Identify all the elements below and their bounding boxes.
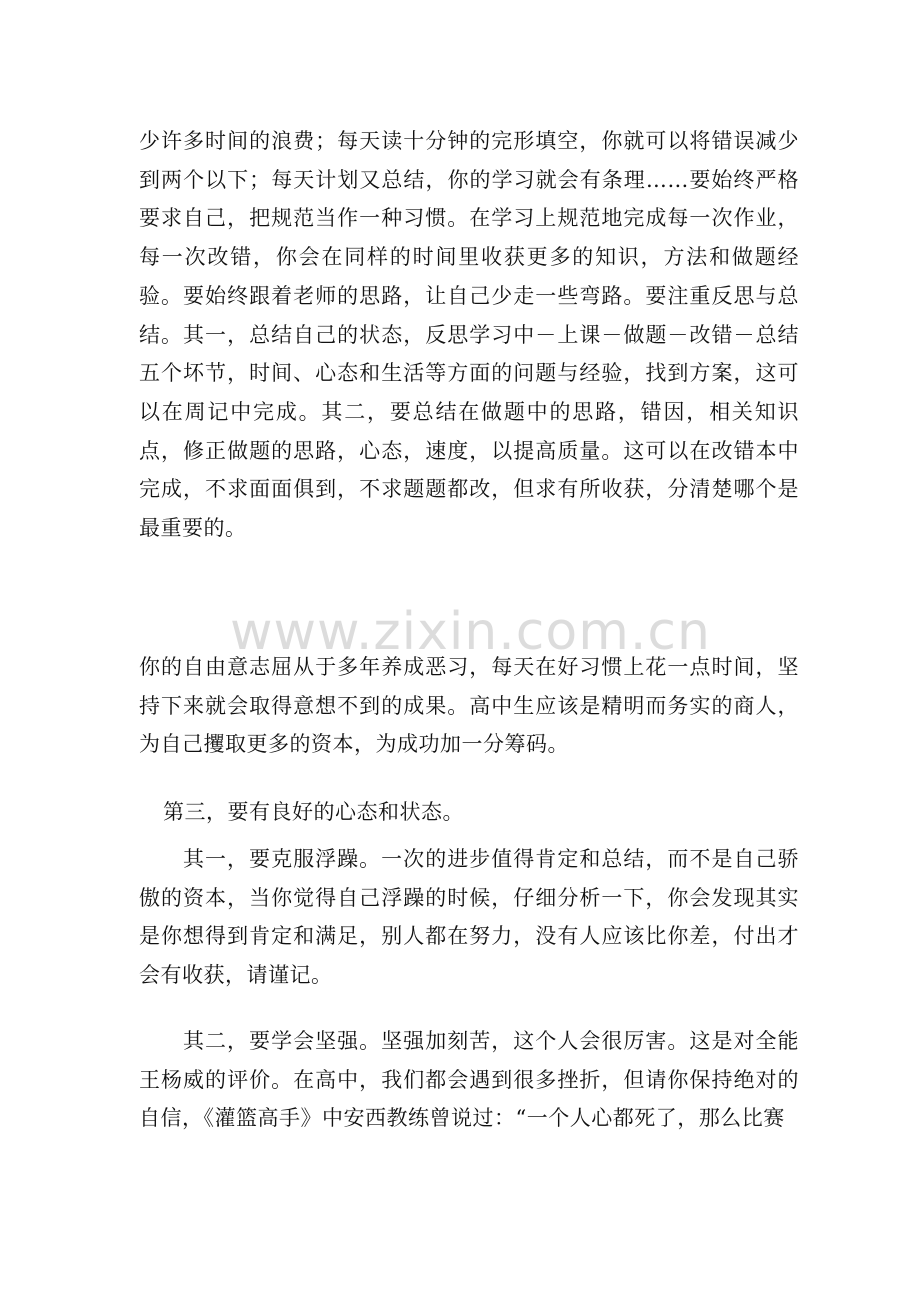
watermark: www.zixin.com.cn xyxy=(230,602,711,662)
paragraph-be-strong: 其二，要学会坚强。坚强加刻苦，这个人会很厉害。这是对全能王杨威的评价。在高中，我们都会遇到很多挫折，但请你保持绝对的自信，《灌篮高手》中安西教练曾说过：“一个人心都死了，那么比赛 xyxy=(139,1029,799,1131)
paragraph-habits: 少许多时间的浪费；每天读十分钟的完形填空，你就可以将错误减少到两个以下；每天计划又总结，你的学习就会有条理……要始终严格要求自己，把规范当作一种习惯。在学习上规范地完成每一次作业，每一次改错，你会在同样的时间里收获更多的知识，方法和做题经验。要始终跟着老师的思路，让自己少走一些弯路。要注重反思与总结。其一，总结自己的状态，反思学习中－上课－做题－改错－总结五个坏节，时间、心态和生活等方面的问题与经验，找到方案，这可以在周记中完成。其二，要总结在做题中的思路，错因，相关知识点，修正做题的思路，心态，速度，以提高质量。这可以在改错本中完成，不求面面俱到，不求题题都改，但求有所收获，分清楚哪个是最重要的。 xyxy=(139,129,799,541)
section-heading-mindset: 第三，要有良好的心态和状态。 xyxy=(163,800,464,824)
paragraph-overcome-impetuousness: 其一，要克服浮躁。一次的进步值得肯定和总结，而不是自己骄傲的资本，当你觉得自己浮躁的时候，仔细分析一下，你会发现其实是你想得到肯定和满足，别人都在努力，没有人应该比你差，付出才会有收获，请谨记。 xyxy=(139,847,799,988)
paragraph-free-will: 你的自由意志屈从于多年养成恶习，每天在好习惯上花一点时间，坚持下来就会取得意想不到的成果。高中生应该是精明而务实的商人，为自己攫取更多的资本，为成功加一分筹码。 xyxy=(139,655,799,757)
